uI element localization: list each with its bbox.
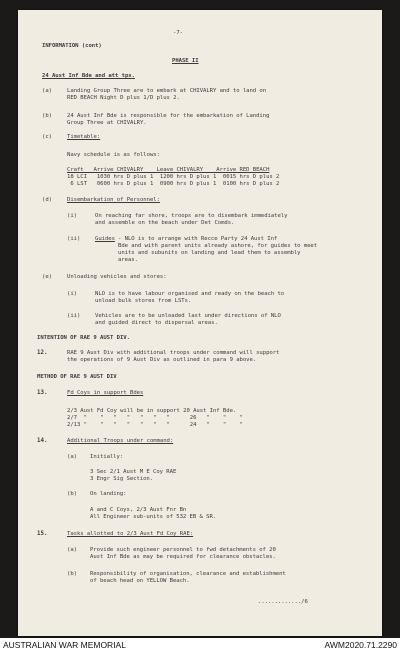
para-14-b-title: On landing:: [90, 491, 127, 497]
item-e-i-text: NLO is to have labour organised and ready on the beach to unload bulk stores from LSTs.: [95, 291, 285, 304]
para-15-a-text: Provide such engineer personnel to fwd detachments of 20 Aust Inf Bde as may be required for clearance obstacles.: [90, 547, 276, 560]
para-13-number: 13.: [37, 390, 48, 396]
item-a-label: (a): [42, 88, 52, 94]
para-15-b-label: (b): [67, 571, 77, 577]
para-14-title: Additional Troops under command:: [67, 438, 174, 444]
item-b-text: 24 Aust Inf Bde is responsible for the embarkation of Landing Group Three at CHIVALRY.: [67, 113, 270, 126]
item-d-ii-label: (ii): [67, 236, 81, 242]
item-e-ii-text: Vehicles are to be unloaded last under directions of NLO and guided direct to dispersal areas.: [95, 313, 281, 326]
para-15-b-text: Responsibility of organisation, clearance and establishment of beach head on YELLOW Beach.: [90, 571, 286, 584]
para-13-lines: 2/3 Aust Fd Coy will be in support 20 Aust Inf Bde. 2/7 " " " " " " " 26 " " " 2/13 " " " " " " " 24 " " ": [67, 408, 243, 428]
para-14-a-title: Initially:: [90, 454, 124, 460]
item-d-text: Disembarkation of Personnel:: [67, 197, 160, 203]
footer-source: AUSTRALIAN WAR MEMORIAL: [3, 640, 126, 650]
section-title: 24 Aust Inf Bde and att tps.: [42, 73, 135, 79]
item-d-i-text: On reaching far shore, troops are to disembark immediately and assemble on the beach under Det Comds.: [95, 213, 288, 226]
item-a-text: Landing Group Three are to embark at CHIVALRY and to land on RED BEACH Night D plus 1/D plus 2.: [67, 88, 267, 101]
item-d-ii-title: Guides: [95, 236, 115, 242]
timetable-row: 6 LST 0600 hrs D plus 1 0900 hrs D plus 1 0100 hrs D plus 2: [67, 181, 280, 187]
item-e-label: (e): [42, 274, 52, 280]
item-e-text: Unloading vehicles and stores:: [67, 274, 167, 280]
method-heading: METHOD OF RAE 9 AUST DIV: [37, 374, 117, 380]
para-12-number: 12.: [37, 350, 48, 356]
item-c-text: Timetable:: [67, 134, 101, 140]
item-c-label: (c): [42, 134, 52, 140]
para-14-b-label: (b): [67, 491, 77, 497]
para-13-title: Fd Coys in support Bdes: [67, 390, 144, 396]
para-14-a-text: 3 Sec 2/1 Aust M E Coy RAE 3 Engr Sig Section.: [90, 469, 177, 482]
item-d-label: (d): [42, 197, 52, 203]
item-d-i-label: (i): [67, 213, 77, 219]
item-e-i-label: (i): [67, 291, 77, 297]
navy-schedule-label: Navy schedule is as follows:: [67, 152, 160, 158]
para-12-text: RAE 9 Aust Div with additional troops under command will support the operations of 9 Aust Div as outlined in para 9 above.: [67, 350, 280, 363]
continuation-marker: ............./6: [258, 599, 308, 605]
phase-heading: PHASE II: [172, 58, 199, 64]
item-e-ii-label: (ii): [67, 313, 81, 319]
intention-heading: INTENTION OF RAE 9 AUST DIV.: [37, 335, 130, 341]
information-heading: INFORMATION (cont): [42, 43, 102, 49]
para-15-title: Tasks allotted to 2/3 Aust Fd Coy RAE:: [67, 531, 194, 537]
footer-bar: [0, 638, 400, 653]
para-14-b-text: A and C Coys, 2/3 Aust Fnr Bn All Engineer sub-units of 532 EB & SR.: [90, 507, 217, 520]
para-14-number: 14.: [37, 438, 48, 444]
para-15-a-label: (a): [67, 547, 77, 553]
footer-accession-id: AWM2020.71.2290: [324, 640, 397, 650]
timetable-row: 18 LCI 1030 hrs D plus 1 1200 hrs D plus 1 0015 hrs D plus 2: [67, 174, 280, 180]
page-number: -7-: [173, 30, 183, 36]
para-15-number: 15.: [37, 531, 48, 537]
item-d-ii-text: - NLO is to arrange with Recce Party 24 Aust Inf Bde and with parent units already ashore, for guides to meet units and subunits on landing and lead them to assembly areas.: [118, 236, 318, 263]
item-b-label: (b): [42, 113, 52, 119]
para-14-a-label: (a): [67, 454, 77, 460]
timetable-header: Craft Arrive CHIVALRY Leave CHIVALRY Arrive RED BEACH: [67, 167, 270, 173]
